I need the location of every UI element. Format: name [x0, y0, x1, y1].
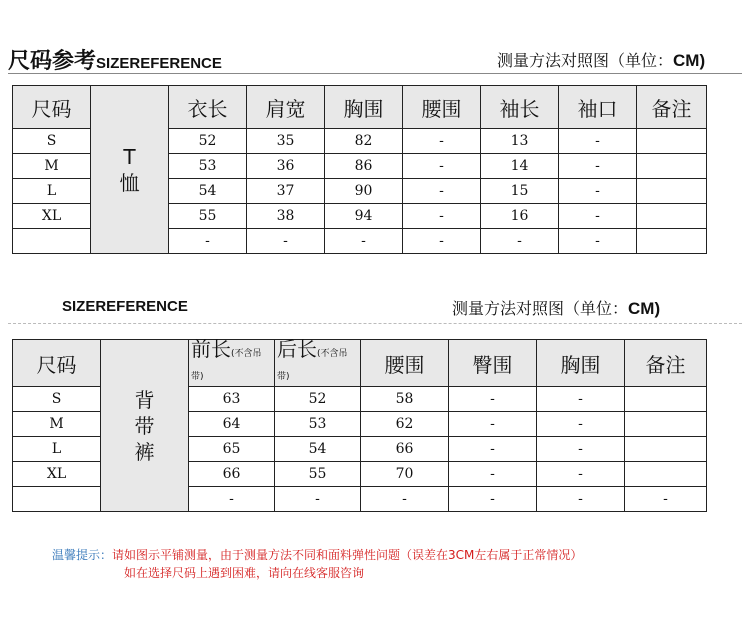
header-hip: 臀围 — [449, 340, 537, 387]
cell: - — [275, 487, 361, 512]
cell — [625, 387, 707, 412]
section1-method-unit: CM) — [673, 51, 706, 70]
cell: - — [449, 462, 537, 487]
cell: - — [537, 437, 625, 462]
cell: - — [449, 412, 537, 437]
cell: - — [247, 229, 325, 254]
cell: - — [537, 387, 625, 412]
cell: L — [13, 437, 101, 462]
cell: 66 — [361, 437, 449, 462]
header-size: 尺码 — [13, 86, 91, 129]
cell: 64 — [189, 412, 275, 437]
tshirt-size-table — [12, 85, 707, 254]
tips-line-2 — [52, 564, 582, 582]
cell: S — [13, 387, 101, 412]
cell: 63 — [189, 387, 275, 412]
cell: 36 — [247, 154, 325, 179]
section1-divider — [8, 73, 742, 74]
header-remark: 备注 — [625, 340, 707, 387]
cell: S — [13, 129, 91, 154]
cell — [637, 204, 707, 229]
cell: 15 — [481, 179, 559, 204]
section2-method-unit: CM) — [628, 299, 661, 318]
cell: 66 — [189, 462, 275, 487]
cell: 94 — [325, 204, 403, 229]
cell: 53 — [169, 154, 247, 179]
cell: - — [625, 487, 707, 512]
cell: 58 — [361, 387, 449, 412]
cell — [625, 437, 707, 462]
section2-method-text: 测量方法对照图（单位： — [452, 299, 629, 318]
cell: 55 — [169, 204, 247, 229]
cell: 38 — [247, 204, 325, 229]
section1-method-text: 测量方法对照图（单位： — [497, 51, 674, 70]
header-back-note: (不含吊 — [317, 349, 348, 359]
cell: - — [559, 129, 637, 154]
tips-text-2: 如在选择尺码上遇到困难，请向在线客服咨询 — [124, 566, 365, 580]
cell: - — [169, 229, 247, 254]
header-shoulder: 肩宽 — [247, 86, 325, 129]
cell: 55 — [275, 462, 361, 487]
cell: 82 — [325, 129, 403, 154]
cell: L — [13, 179, 91, 204]
header-back-note2: 带) — [277, 372, 290, 382]
cell: - — [559, 179, 637, 204]
product-cell-overalls — [101, 340, 189, 512]
header-front-note2: 带) — [191, 372, 204, 382]
cell: - — [449, 487, 537, 512]
tips-label: 温馨提示： — [52, 548, 113, 562]
product-name-2: 带 — [134, 413, 155, 438]
cell: - — [403, 229, 481, 254]
cell: 13 — [481, 129, 559, 154]
cell: 54 — [169, 179, 247, 204]
cell: - — [403, 154, 481, 179]
cell: - — [559, 154, 637, 179]
cell: - — [559, 204, 637, 229]
header-sleeve: 袖长 — [481, 86, 559, 129]
product-name-3: 裤 — [134, 439, 155, 464]
cell: - — [559, 229, 637, 254]
header-front-length — [189, 337, 275, 387]
cell — [625, 462, 707, 487]
header-chest: 胸围 — [325, 86, 403, 129]
cell: 70 — [361, 462, 449, 487]
cell: - — [403, 179, 481, 204]
cell — [13, 229, 91, 254]
product-name-1: T — [123, 144, 136, 169]
cell: - — [403, 129, 481, 154]
cell — [637, 129, 707, 154]
header-chest: 胸围 — [537, 340, 625, 387]
cell: 62 — [361, 412, 449, 437]
cell: 52 — [275, 387, 361, 412]
section1-method — [497, 48, 705, 71]
cell: 65 — [189, 437, 275, 462]
cell: 53 — [275, 412, 361, 437]
header-front-note: (不含吊 — [231, 349, 262, 359]
section1-title-en: SIZEREFERENCE — [96, 55, 222, 72]
header-length: 衣长 — [169, 86, 247, 129]
cell — [13, 487, 101, 512]
cell: - — [449, 387, 537, 412]
overalls-size-table — [12, 339, 707, 512]
table-header-row — [13, 86, 707, 129]
product-name-2: 恤 — [119, 170, 140, 195]
section1-title-cn: 尺码参考 — [8, 49, 97, 74]
cell: M — [13, 412, 101, 437]
header-size: 尺码 — [13, 340, 101, 387]
section2-title-en: SIZEREFERENCE — [62, 298, 188, 315]
cell: - — [537, 462, 625, 487]
section2-divider — [8, 323, 742, 324]
section2-method — [452, 296, 660, 319]
product-name-1: 背 — [134, 387, 155, 412]
cell: 16 — [481, 204, 559, 229]
cell: - — [189, 487, 275, 512]
header-back-length — [275, 337, 361, 387]
cell: - — [537, 412, 625, 437]
header-front-label: 前长 — [191, 337, 231, 361]
product-cell-tshirt — [91, 86, 169, 254]
cell — [637, 154, 707, 179]
section1-title — [8, 44, 222, 75]
header-waist: 腰围 — [403, 86, 481, 129]
header-remark: 备注 — [637, 86, 707, 129]
cell: - — [325, 229, 403, 254]
tips-block — [52, 546, 582, 582]
cell: - — [481, 229, 559, 254]
cell: 54 — [275, 437, 361, 462]
cell: - — [449, 437, 537, 462]
cell: 86 — [325, 154, 403, 179]
cell: 14 — [481, 154, 559, 179]
tips-text-1: 请如图示平铺测量，由于测量方法不同和面料弹性问题（误差在3CM左右属于正常情况） — [112, 548, 583, 562]
header-cuff: 袖口 — [559, 86, 637, 129]
header-waist: 腰围 — [361, 340, 449, 387]
cell — [637, 179, 707, 204]
cell: 90 — [325, 179, 403, 204]
table-header-row — [13, 340, 707, 387]
header-back-label: 后长 — [277, 337, 317, 361]
cell: - — [361, 487, 449, 512]
cell: - — [537, 487, 625, 512]
cell: XL — [13, 462, 101, 487]
cell: XL — [13, 204, 91, 229]
tips-line-1 — [52, 546, 582, 564]
cell — [637, 229, 707, 254]
cell: 52 — [169, 129, 247, 154]
cell — [625, 412, 707, 437]
cell: 37 — [247, 179, 325, 204]
cell: - — [403, 204, 481, 229]
cell: M — [13, 154, 91, 179]
cell: 35 — [247, 129, 325, 154]
